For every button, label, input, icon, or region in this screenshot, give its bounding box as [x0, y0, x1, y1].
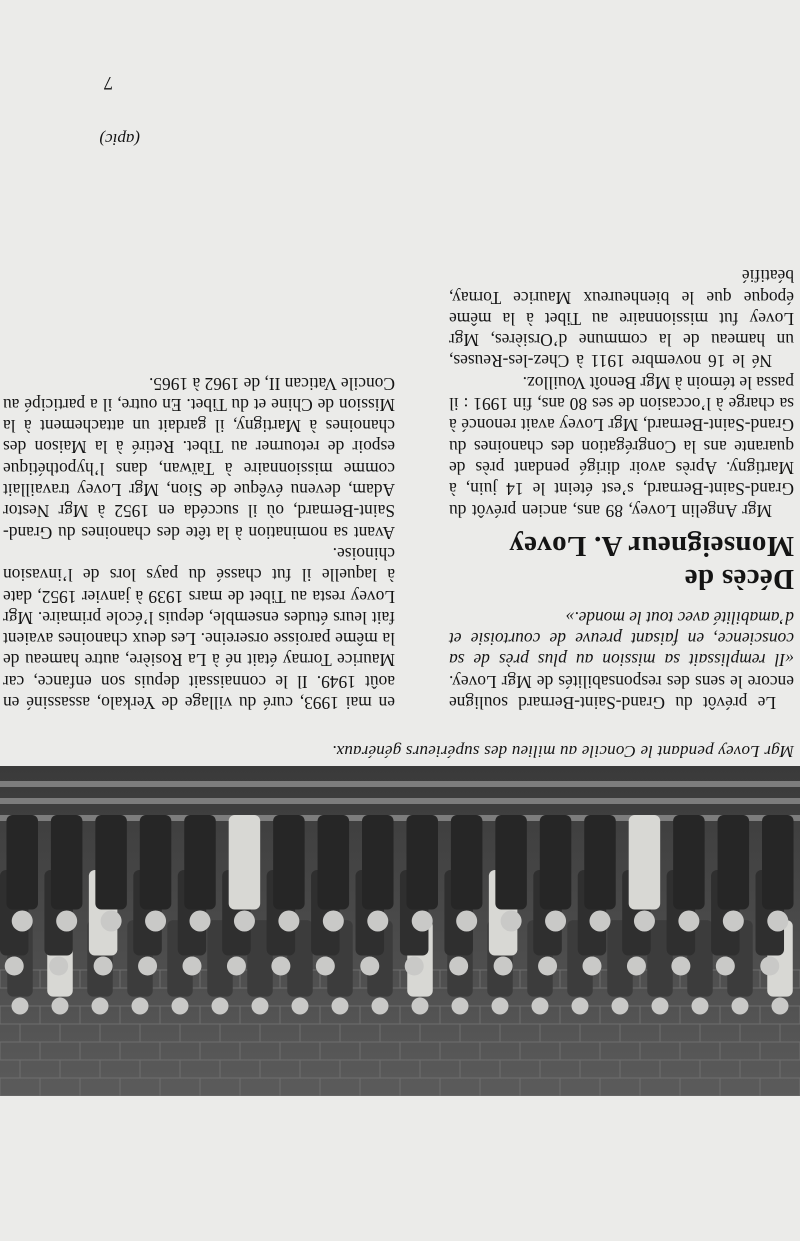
- person-robe: [6, 815, 38, 910]
- person-robe: [184, 815, 216, 910]
- person-head: [271, 957, 290, 976]
- left-column: [449, 265, 794, 713]
- person-head: [316, 957, 335, 976]
- person-head: [494, 957, 513, 976]
- person-head: [138, 957, 157, 976]
- person-head: [190, 911, 211, 932]
- page-number: 7: [103, 72, 113, 93]
- headline-line-2: Monseigneur A. Lovey: [509, 529, 794, 562]
- person-head: [671, 957, 690, 976]
- person-head: [652, 998, 669, 1015]
- person-head: [723, 911, 744, 932]
- paragraph-birth: Né le 16 novembre 1911 à Chez-les-Reuses, un hameau de la commune d’Orsières, Mgr Lovey fut missionnaire au Tibet à la même époque que le bienheureux Maurice Tornay, béatifié: [449, 266, 794, 372]
- person-head: [56, 911, 77, 932]
- article-headline: [449, 529, 794, 595]
- person-head: [692, 998, 709, 1015]
- person-head: [332, 998, 349, 1015]
- person-head: [94, 957, 113, 976]
- person-robe: [673, 815, 705, 910]
- intro-quote: «Il remplissait sa mission au plus près de sa conscience, en faisant preuve de courtoisie et d’amabilité avec tout le monde.»: [449, 607, 794, 671]
- person-robe: [718, 815, 750, 910]
- person-robe: [540, 815, 572, 910]
- source-credit: (apic): [99, 130, 140, 149]
- group-photo-icon: [0, 766, 800, 1096]
- person-head: [772, 998, 789, 1015]
- person-robe: [140, 815, 172, 910]
- person-head: [323, 911, 344, 932]
- person-head: [145, 911, 166, 932]
- paragraph-tornay: en mai 1993, curé du village de Yerkalo, assassiné en août 1949. Il le connaissait depuis son enfance, car Maurice Tornay était né à La Rosière, autre hameau de la même paroisse orsereine. Les deux chanoines avaient fait leurs études ensemble, depuis l’école primaire. Mgr Lovey resta au Tibet de mars 1939 à janvier 1952, date à laquelle il fut chassé du pays lors de l’invasion chinoise.: [3, 543, 395, 713]
- person-head: [234, 911, 255, 932]
- person-head: [183, 957, 202, 976]
- person-head: [612, 998, 629, 1015]
- person-head: [634, 911, 655, 932]
- photo-caption: Mgr Lovey pendant le Concile au milieu des supérieurs généraux.: [331, 742, 794, 761]
- person-head: [12, 998, 29, 1015]
- person-head: [678, 911, 699, 932]
- group-photo: [0, 766, 800, 1096]
- person-head: [292, 998, 309, 1015]
- person-robe: [318, 815, 350, 910]
- person-head: [132, 998, 149, 1015]
- person-head: [101, 911, 122, 932]
- person-robe: [95, 815, 127, 910]
- person-head: [590, 911, 611, 932]
- person-head: [627, 957, 646, 976]
- person-head: [372, 998, 389, 1015]
- person-head: [5, 957, 24, 976]
- person-head: [412, 998, 429, 1015]
- right-column: [3, 372, 395, 713]
- person-head: [760, 957, 779, 976]
- person-robe: [273, 815, 304, 910]
- person-head: [532, 998, 549, 1015]
- person-head: [716, 957, 735, 976]
- intro-text: Le prévôt du Grand-Saint-Bernard souligne encore le sens des responsabilités de Mgr Lovey.: [449, 671, 794, 713]
- person-head: [492, 998, 509, 1015]
- headline-line-1: Décès de: [684, 562, 794, 595]
- person-head: [49, 957, 68, 976]
- person-head: [572, 998, 589, 1015]
- person-head: [538, 957, 557, 976]
- paragraph-biography: Mgr Angelin Lovey, 89 ans, ancien prévôt du Grand-Saint-Bernard, s’est éteint le 14 juin, à Martigny. Après avoir dirigé pendant près de quarante ans la Congrégation des chanoines du Grand-Saint-Bernard, Mgr Lovey avait renoncé à sa charge à l’occasion de ses 80 ans, fin 1991 : il passa le témoin à Mgr Benoît Vouilloz.: [449, 372, 794, 521]
- person-head: [501, 911, 522, 932]
- person-head: [412, 911, 433, 932]
- person-head: [456, 911, 477, 932]
- person-head: [360, 957, 379, 976]
- person-head: [545, 911, 566, 932]
- person-robe: [495, 815, 526, 910]
- person-head: [12, 911, 33, 932]
- person-head: [405, 957, 424, 976]
- paragraph-nomination: Avant sa nomination à la tête des chanoines du Grand-Saint-Bernard, où il succéda en 1952 à Mgr Nestor Adam, devenu évêque de Sion, Mgr Lovey travaillait comme missionnaire à Taïwan, dans l’hypothétique espoir de retourner au Tibet. Retiré à la Maison des chanoines à Martigny, il gardait un attachement à la Mission de Chine et du Tibet. En outre, il a participé au Concile Vatican II, de 1962 à 1965.: [3, 373, 395, 543]
- person-head: [278, 911, 299, 932]
- person-head: [732, 998, 749, 1015]
- person-robe: [584, 815, 616, 910]
- person-robe: [406, 815, 438, 910]
- person-head: [367, 911, 388, 932]
- person-head: [52, 998, 69, 1015]
- person-head: [449, 957, 468, 976]
- person-head: [172, 998, 189, 1015]
- person-robe: [51, 815, 83, 910]
- person-head: [583, 957, 602, 976]
- person-robe: [229, 815, 261, 910]
- person-robe: [629, 815, 661, 910]
- person-robe: [762, 815, 794, 910]
- person-head: [252, 998, 269, 1015]
- article-body-start: [449, 265, 794, 521]
- person-head: [452, 998, 469, 1015]
- person-robe: [362, 815, 394, 910]
- person-head: [92, 998, 109, 1015]
- person-robe: [451, 815, 483, 910]
- person-head: [212, 998, 229, 1015]
- intro-paragraph: [449, 607, 794, 713]
- person-head: [227, 957, 246, 976]
- person-head: [767, 911, 788, 932]
